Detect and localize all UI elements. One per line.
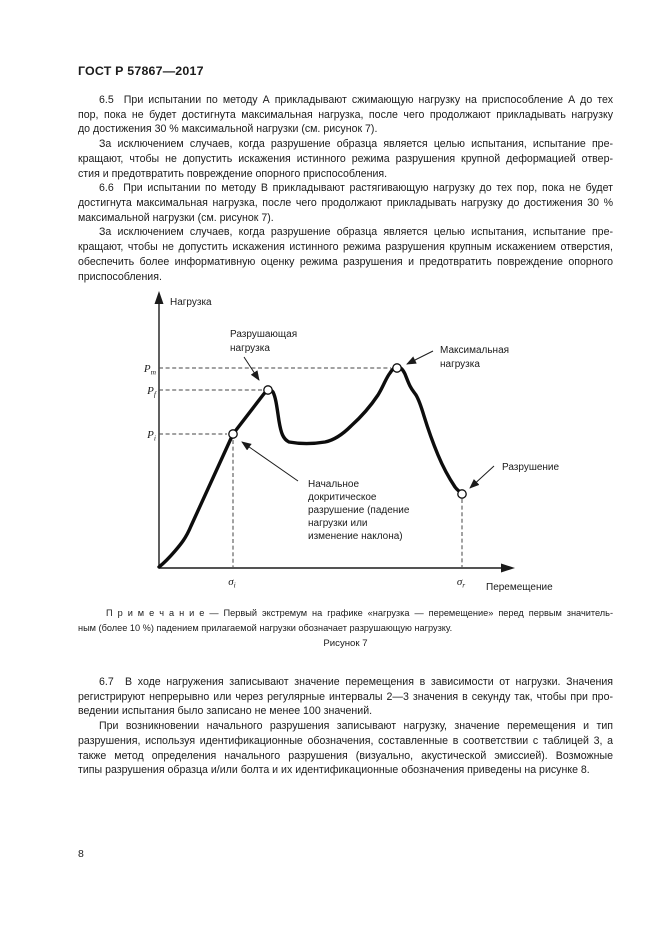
- initial-failure-arrow-icon: [242, 442, 298, 481]
- initial-failure-label: Начальное: [308, 479, 360, 490]
- x-axis-label: Перемещение: [486, 582, 553, 593]
- pf-tick-label: $P_f$: [147, 385, 156, 399]
- failure-label: Разрушение: [502, 462, 560, 473]
- pi-tick-label: $P_i$: [147, 429, 156, 443]
- note-line: П р и м е ч а н и е — Первый экстремум на графике «нагрузка — перемещение» перед первым значитель-: [106, 608, 613, 618]
- sigma-i-tick-label: $\sigma_i$: [228, 576, 236, 590]
- maximum-load-label: Максимальная: [440, 345, 510, 356]
- text-line: также метод определения начального разрушения (визуально, акустической эмиссией). Возможные: [78, 749, 613, 762]
- x-axis-arrow-icon: [501, 564, 515, 573]
- text-line: При возникновении начального разрушения записывают нагрузку, значение перемещения и тип: [99, 720, 613, 733]
- initial-failure-point-marker: [229, 430, 237, 438]
- sigma-r-tick-label: $\sigma_r$: [456, 576, 466, 590]
- initial-failure-label-3: разрушение (падение: [308, 505, 410, 516]
- breaking-load-label-2: нагрузка: [230, 343, 270, 354]
- y-axis-label: Нагрузка: [170, 297, 212, 308]
- text-line: достигнута максимальная нагрузка, после чего продолжают прикладывать нагрузку до достижения 30 %: [78, 197, 613, 210]
- maximum-load-arrow-icon: [407, 351, 433, 364]
- text-line: За исключением случаев, когда разрушение образца является целью испытания, испытание пре-: [99, 226, 613, 239]
- initial-failure-label-2: докритическое: [308, 492, 377, 503]
- text-line: За исключением случаев, когда разрушение образца является целью испытания, испытание пре-: [99, 138, 613, 151]
- text-line: разрушения, используя идентификационные обозначения, составленные в соответствии с таблицей 3, а: [78, 734, 613, 747]
- text-line: регистрируют непрерывно или через регулярные интервалы 2—3 значения в секунду так, чтобы при про-: [78, 690, 613, 703]
- breaking-load-label: Разрушающая: [230, 329, 298, 340]
- maximum-load-label-2: нагрузка: [440, 359, 480, 370]
- paragraph-6-7: [78, 675, 613, 778]
- figure-caption: Рисунок 7: [323, 638, 368, 649]
- text-line: максимальной нагрузки (см. рисунок 7).: [78, 211, 274, 224]
- failure-point-marker: [458, 490, 466, 498]
- pm-tick-label: $P_m$: [143, 363, 156, 377]
- maximum-load-point-marker: [393, 364, 401, 372]
- text-line: пор, пока не будет достигнута максимальная нагрузка, после чего продолжают прикладывать нагрузку: [78, 108, 613, 121]
- text-line: 6.6 При испытании по методу В прикладывают растягивающую нагрузку до тех пор, пока не будет: [99, 182, 613, 195]
- initial-failure-label-5: изменение наклона): [308, 531, 403, 542]
- text-line: кращают, чтобы не допустить искажения истинного режима разрушения крупной деформацией отвер-: [78, 152, 613, 165]
- y-axis-arrow-icon: [155, 291, 164, 304]
- note-line: ным (более 10 %) падением прилагаемой нагрузки обозначает разрушающую нагрузку.: [78, 623, 453, 633]
- text-line: до достижения 30 % максимальной нагрузки (см. рисунок 7).: [78, 123, 378, 136]
- text-line: 6.5 При испытании по методу А прикладывают сжимающую нагрузку на приспособление А до тех: [99, 94, 613, 106]
- paragraphs-6-5-6-6: [78, 93, 613, 284]
- text-line: обеспечить более информативную оценку режима разрушения и предотвратить повреждение опорного: [78, 255, 613, 268]
- breaking-load-point-marker: [264, 386, 272, 394]
- failure-arrow-icon: [470, 466, 494, 488]
- initial-failure-label-4: нагрузки или: [308, 518, 368, 529]
- note: [78, 606, 613, 636]
- figure-7: [120, 290, 620, 600]
- text-line: 6.7 В ходе нагружения записывают значение перемещения в зависимости от нагрузки. Значения: [99, 676, 613, 688]
- text-line: типы разрушения образца и/или болта и их идентификационные обозначения приведены на рисунке 8.: [78, 764, 590, 777]
- text-line: приспособления.: [78, 270, 162, 283]
- text-line: стия и предотвратить повреждение опорного приспособления.: [78, 167, 388, 180]
- text-line: ведении испытания было записано не менее 100 значений.: [78, 705, 373, 718]
- text-line: кращают, чтобы не допустить искажения истинного режима разрушения крупным искажением отверстия,: [78, 241, 613, 254]
- page-number: 8: [78, 848, 84, 860]
- document-header: ГОСТ Р 57867—2017: [78, 64, 204, 78]
